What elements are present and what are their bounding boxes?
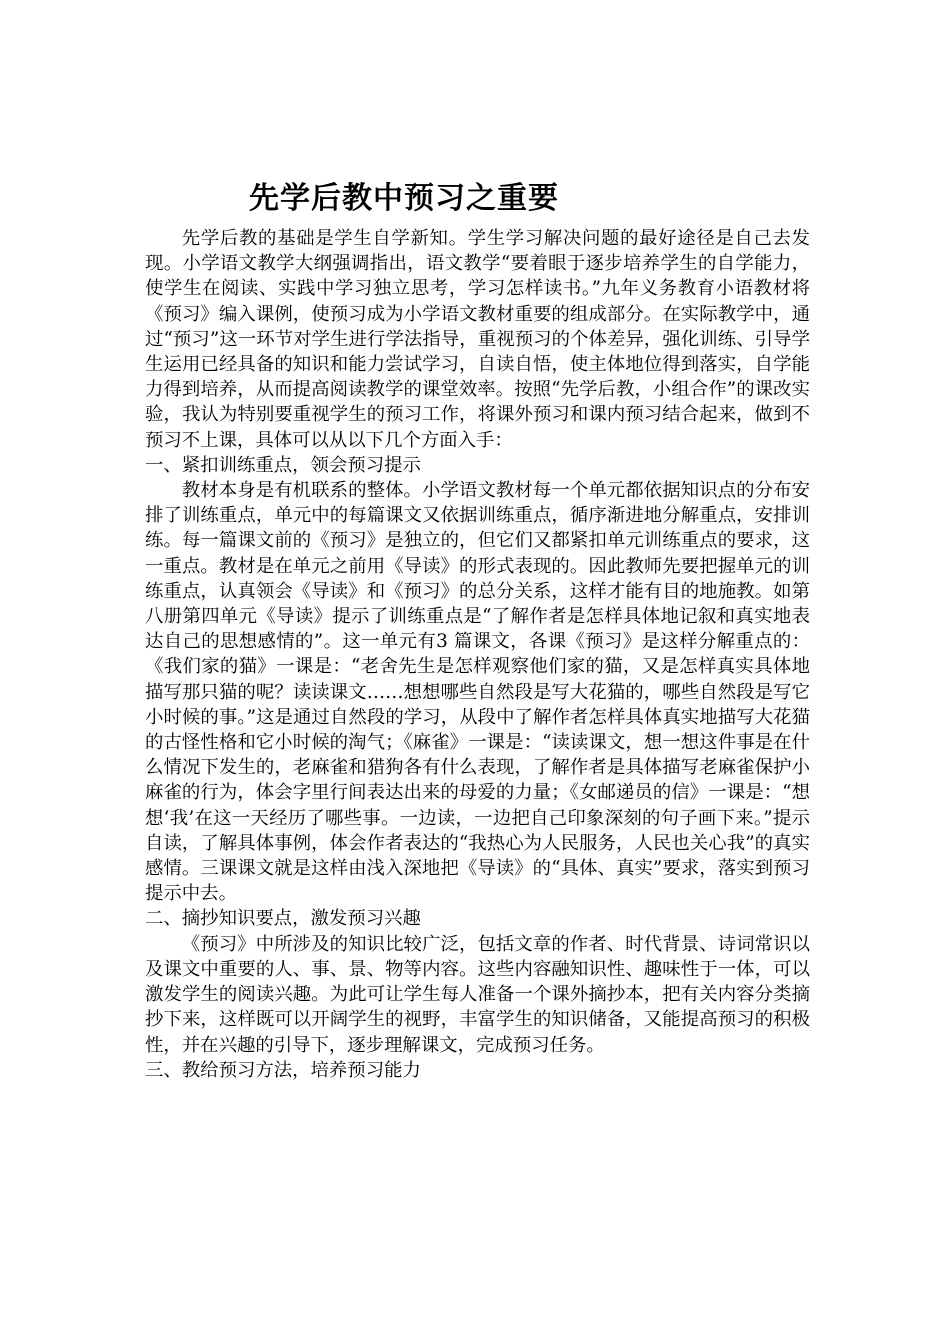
document-body — [145, 178, 810, 1083]
section-paragraph-1: 教材本身是有机联系的整体。小学语文教材每一个单元都依据知识点的分布安排了训练重点，单元中的每篇课文又依据训练重点，循序渐进地分解重点，安排训练。每一篇课文前的《预习》是独立的，但它们又都紧扣单元训练重点的要求，这一重点。教材是在单元之前用《导读》的形式表现的。因此教师先要把握单元的训练重点，认真领会《导读》和《预习》的总分关系，这样才能有目的地施教。如第八册第四单元《导读》提示了训练重点是“了解作者是怎样具体地记叙和真实地表达自己的思想感情的”。这一单元有3 篇课文，各课《预习》是这样分解重点的：《我们家的猫》一课是：“老舍先生是怎样观察他们家的猫，又是怎样真实具体地描写那只猫的呢？读读课文……想想哪些自然段是写大花猫的，哪些自然段是写它小时候的事。”这是通过自然段的学习，从段中了解作者怎样具体真实地描写大花猫的古怪性格和它小时候的淘气；《麻雀》一课是：“读读课文，想一想这件事是在什么情况下发生的，老麻雀和猎狗各有什么表现，了解作者是具体描写老麻雀保护小麻雀的行为，体会字里行间表达出来的母爱的力量；《女邮递员的信》一课是：“想想‘我’在这一天经历了哪些事。一边读，一边把自己印象深刻的句子画下来。”提示自读，了解具体事例，体会作者表达的“我热心为人民服务，人民也关心我”的真实感情。三课课文就是这样由浅入深地把《导读》的“具体、真实”要求，落实到预习提示中去。 — [145, 480, 810, 905]
section-heading-2: 二、摘抄知识要点，激发预习兴趣 — [145, 908, 421, 930]
section-heading-1: 一、紧扣训练重点，领会预习提示 — [145, 454, 421, 476]
section-paragraph-2: 《预习》中所涉及的知识比较广泛，包括文章的作者、时代背景、诗词常识以及课文中重要的人、事、景、物等内容。这些内容融知识性、趣味性于一体，可以激发学生的阅读兴趣。为此可让学生每人准备一个课外摘抄本，把有关内容分类摘抄下来，这样既可以开阔学生的视野，丰富学生的知识储备，又能提高预习的积极性，并在兴趣的引导下，逐步理解课文，完成预习任务。 — [145, 933, 810, 1056]
intro-paragraph: 先学后教的基础是学生自学新知。学生学习解决问题的最好途径是自己去发现。小学语文教学大纲强调指出，语文教学“要着眼于逐步培养学生的自学能力，使学生在阅读、实践中学习独立思考，学习怎样读书。”九年义务教育小语教材将《预习》编入课例，使预习成为小学语文教材重要的组成部分。在实际教学中，通过“预习”这一环节对学生进行学法指导，重视预习的个体差异，强化训练、引导学生运用已经具备的知识和能力尝试学习，自读自悟，使主体地位得到落实，自学能力得到培养，从而提高阅读教学的课堂效率。按照“先学后教，小组合作”的课改实验，我认为特别要重视学生的预习工作，将课外预习和课内预习结合起来，做到不预习不上课，具体可以从以下几个方面入手： — [145, 228, 810, 451]
section-heading-3: 三、教给预习方法，培养预习能力 — [145, 1059, 421, 1081]
document-title: 先学后教中预习之重要 — [249, 181, 559, 216]
